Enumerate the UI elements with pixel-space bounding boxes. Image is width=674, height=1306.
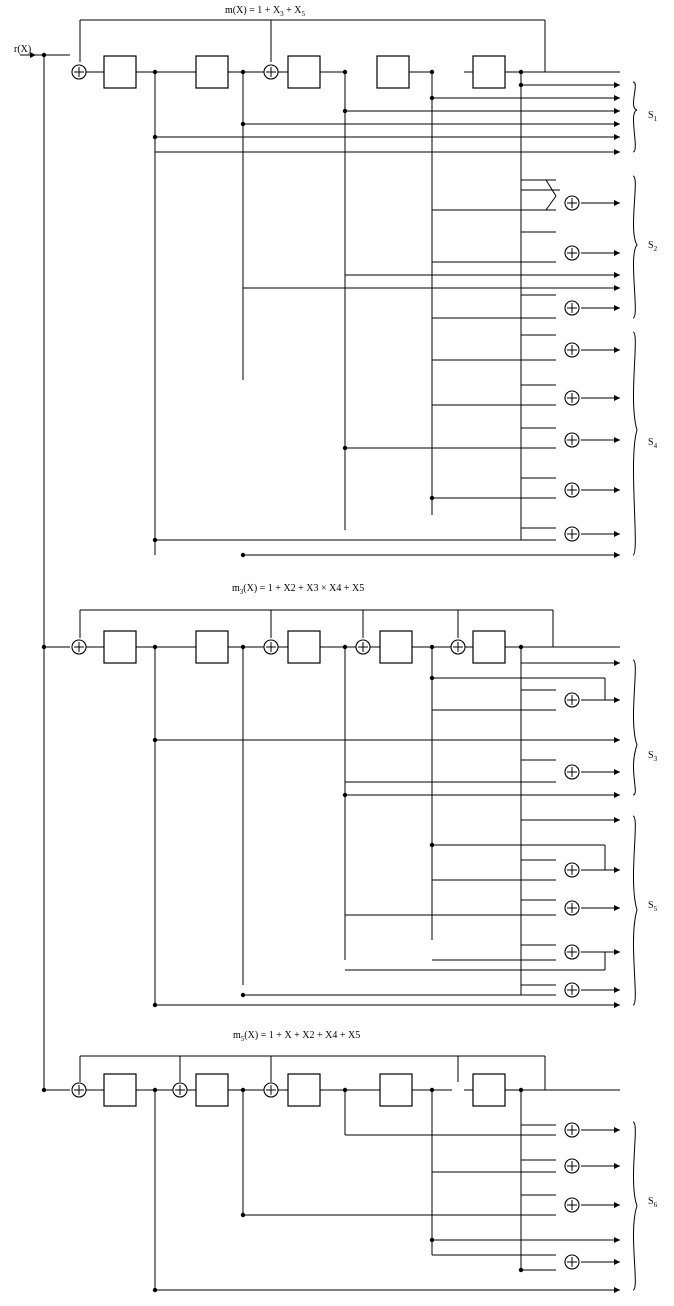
s4-sub: 4 (653, 442, 658, 450)
stage-1-polynomial (225, 5, 305, 18)
stage-3-poly-main: m (233, 1030, 241, 1041)
stage-1-poly-mid: + X (283, 5, 302, 16)
s1-label: S (648, 110, 654, 121)
shift-register-boxes (104, 56, 505, 1106)
stage-3-poly-sub: 5 (240, 1035, 245, 1043)
output-group-label-s4 (648, 437, 657, 450)
output-group-label-s1 (648, 110, 657, 123)
stage-2-polynomial (232, 583, 364, 596)
stage-3-poly-rest: (X) = 1 + X + X2 + X4 + X5 (244, 1030, 361, 1041)
stage-2-poly-main: m (232, 583, 240, 594)
stage-1-poly-sub2: 5 (301, 10, 306, 18)
s2-sub: 2 (653, 245, 658, 253)
output-group-label-s3 (648, 750, 657, 763)
input-label: r(X) (14, 44, 32, 55)
s1-sub: 1 (653, 115, 658, 123)
output-group-label-s6 (648, 1196, 657, 1209)
s5-sub: 5 (653, 905, 658, 913)
s2-label: S (648, 240, 654, 251)
stage-1-poly-sub1: 3 (280, 10, 284, 18)
stage-3-polynomial (233, 1030, 360, 1043)
output-group-label-s5 (648, 900, 657, 913)
stage-1-poly-main: m(X) = 1 + X (225, 5, 281, 16)
stage-2-poly-sub: 3 (239, 588, 244, 596)
s6-sub: 6 (653, 1201, 658, 1209)
s4-label: S (648, 437, 654, 448)
output-group-label-s2 (648, 240, 657, 253)
s6-label: S (648, 1196, 654, 1207)
s3-sub: 3 (653, 755, 658, 763)
s5-label: S (648, 900, 654, 911)
stage-2-poly-rest: (X) = 1 + X2 + X3 × X4 + X5 (243, 583, 365, 594)
s3-label: S (648, 750, 654, 761)
